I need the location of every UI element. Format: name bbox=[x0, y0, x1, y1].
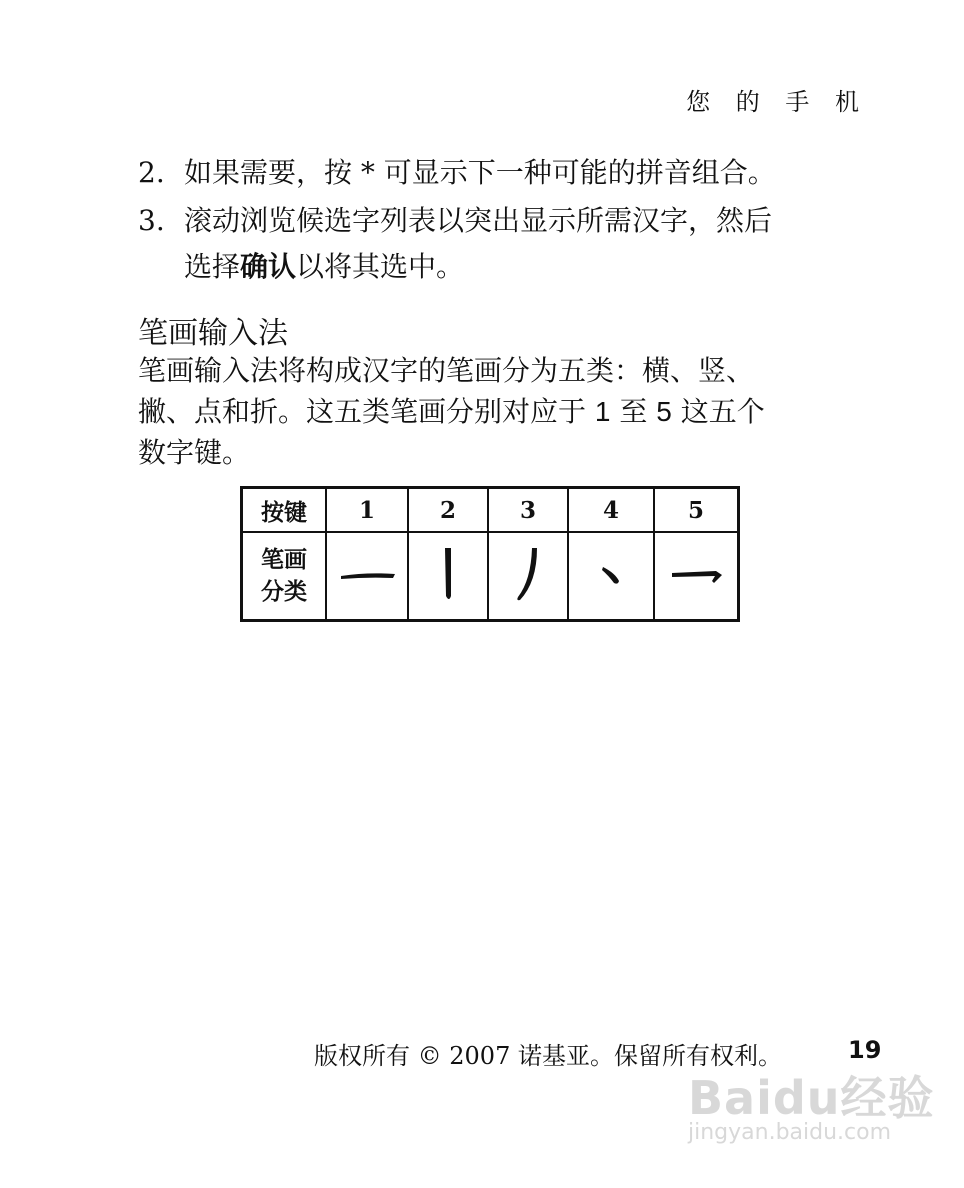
key-number: 1 bbox=[594, 396, 611, 427]
table-key: 2 bbox=[408, 488, 488, 533]
step-number: 3. bbox=[138, 204, 165, 237]
section-title: 笔画输入法 bbox=[138, 316, 288, 351]
page-number: 19 bbox=[848, 1036, 882, 1064]
page-header: 您 的 手 机 bbox=[686, 88, 868, 116]
paragraph-line: 笔画输入法将构成汉字的笔画分为五类：横、竖、 bbox=[138, 354, 755, 387]
stroke-heng-icon bbox=[326, 532, 408, 621]
step-text: 选择 bbox=[184, 250, 241, 283]
step-text: 以将其选中。 bbox=[296, 250, 465, 283]
table-key: 3 bbox=[488, 488, 568, 533]
step-number: 2. bbox=[138, 156, 165, 189]
stroke-pie-icon bbox=[488, 532, 568, 621]
key-number: 5 bbox=[656, 396, 672, 427]
stroke-shu-icon bbox=[408, 532, 488, 621]
table-row-strokes bbox=[242, 532, 739, 621]
table-header-label: 按键 bbox=[242, 488, 327, 533]
step-text: 如果需要，按 * 可显示下一种可能的拼音组合。 bbox=[184, 156, 776, 189]
paragraph-line: 撇、点和折。这五类笔画分别对应于 1 至 5 这五个 bbox=[138, 395, 765, 428]
section-paragraph bbox=[138, 350, 878, 473]
baidu-watermark-logo: Baidu经验 bbox=[688, 1071, 935, 1125]
confirm-keyword: 确认 bbox=[240, 251, 297, 282]
copyright-footer: 版权所有 © 2007 诺基亚。保留所有权利。 bbox=[314, 1042, 782, 1070]
table-key: 4 bbox=[568, 488, 654, 533]
table-row-keys bbox=[242, 488, 739, 533]
step-3 bbox=[138, 198, 772, 290]
step-2 bbox=[138, 150, 776, 196]
table-key: 1 bbox=[326, 488, 408, 533]
stroke-table bbox=[240, 486, 740, 622]
baidu-watermark-url: jingyan.baidu.com bbox=[688, 1120, 892, 1145]
table-key: 5 bbox=[654, 488, 739, 533]
step-text: 滚动浏览候选字列表以突出显示所需汉字，然后 bbox=[184, 204, 773, 237]
stroke-zhe-icon bbox=[654, 532, 739, 621]
table-row-label: 笔画 分类 bbox=[242, 532, 327, 621]
paragraph-line: 数字键。 bbox=[138, 436, 251, 469]
stroke-dian-icon bbox=[568, 532, 654, 621]
